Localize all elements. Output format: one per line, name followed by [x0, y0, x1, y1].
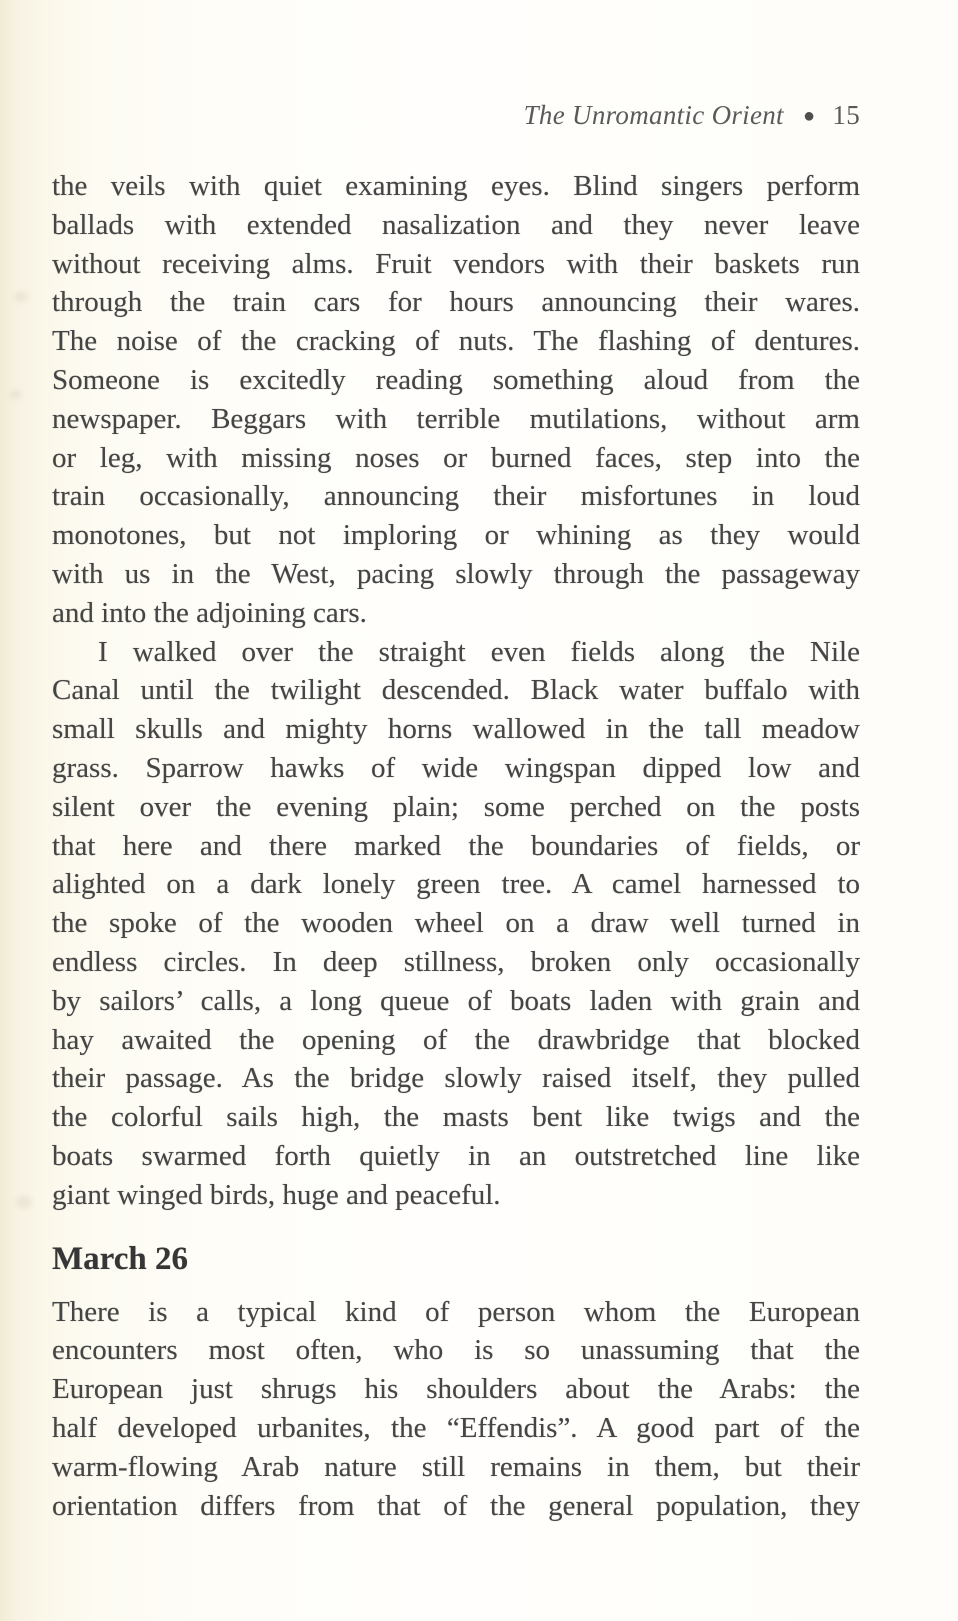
text-line: half developed urbanites, the “Effendis”. A good part of the — [52, 1411, 860, 1444]
text-line: and into the adjoining cars. — [52, 596, 367, 629]
text-line: through the train cars for hours announcing their wares. — [52, 286, 860, 319]
text-line: alighted on a dark lonely green tree. A camel harnessed to — [52, 868, 860, 901]
text-line: their passage. As the bridge slowly raised itself, they pulled — [52, 1062, 860, 1095]
paragraph — [52, 167, 860, 633]
text-line: giant winged birds, huge and peaceful. — [52, 1178, 501, 1211]
text-line: or leg, with missing noses or burned faces, step into the — [52, 441, 860, 474]
text-line: that here and there marked the boundaries of fields, or — [52, 829, 860, 862]
text-line: The noise of the cracking of nuts. The flashing of dentures. — [52, 325, 860, 358]
text-line: Canal until the twilight descended. Black water buffalo with — [52, 674, 860, 707]
text-line: warm-flowing Arab nature still remains in them, but their — [52, 1450, 860, 1483]
text-line: without receiving alms. Fruit vendors with their baskets run — [52, 247, 860, 280]
text-line: grass. Sparrow hawks of wide wingspan dipped low and — [52, 751, 860, 784]
text-line: There is a typical kind of person whom the European — [52, 1295, 860, 1328]
text-line: the spoke of the wooden wheel on a draw well turned in — [52, 907, 860, 940]
text-line: boats swarmed forth quietly in an outstretched line like — [52, 1139, 860, 1172]
text-line: I walked over the straight even fields along the Nile — [98, 635, 860, 668]
page-number: 15 — [832, 100, 860, 130]
running-header-title: The Unromantic Orient — [523, 100, 784, 130]
text-line: European just shrugs his shoulders about the Arabs: the — [52, 1373, 860, 1406]
bullet-separator-icon: ● — [802, 105, 816, 127]
scan-smudge — [10, 390, 22, 399]
page-body — [52, 167, 860, 1525]
paragraph — [52, 1293, 860, 1526]
scan-smudge — [14, 292, 28, 302]
text-line: newspaper. Beggars with terrible mutilations, without arm — [52, 402, 860, 435]
text-line: the colorful sails high, the masts bent like twigs and the — [52, 1101, 860, 1134]
text-line: encounters most often, who is so unassuming that the — [52, 1334, 860, 1367]
text-line: monotones, but not imploring or whining as they would — [52, 519, 860, 552]
text-line: with us in the West, pacing slowly through the passageway — [52, 557, 860, 590]
scan-smudge — [16, 1196, 32, 1208]
text-line: small skulls and mighty horns wallowed in the tall meadow — [52, 713, 860, 746]
text-line: silent over the evening plain; some perched on the posts — [52, 790, 860, 823]
text-line: hay awaited the opening of the drawbridge that blocked — [52, 1023, 860, 1056]
paragraph — [52, 633, 860, 1215]
section-heading: March 26 — [52, 1240, 188, 1277]
text-line: train occasionally, announcing their misfortunes in loud — [52, 480, 860, 513]
text-line: Someone is excitedly reading something aloud from the — [52, 363, 860, 396]
text-line: by sailors’ calls, a long queue of boats laden with grain and — [52, 984, 860, 1017]
running-header — [52, 100, 860, 131]
text-line: orientation differs from that of the general population, they — [52, 1489, 860, 1522]
text-line: the veils with quiet examining eyes. Blind singers perform — [52, 170, 860, 202]
text-line: endless circles. In deep stillness, broken only occasionally — [52, 945, 860, 978]
text-line: ballads with extended nasalization and they never leave — [52, 208, 860, 241]
